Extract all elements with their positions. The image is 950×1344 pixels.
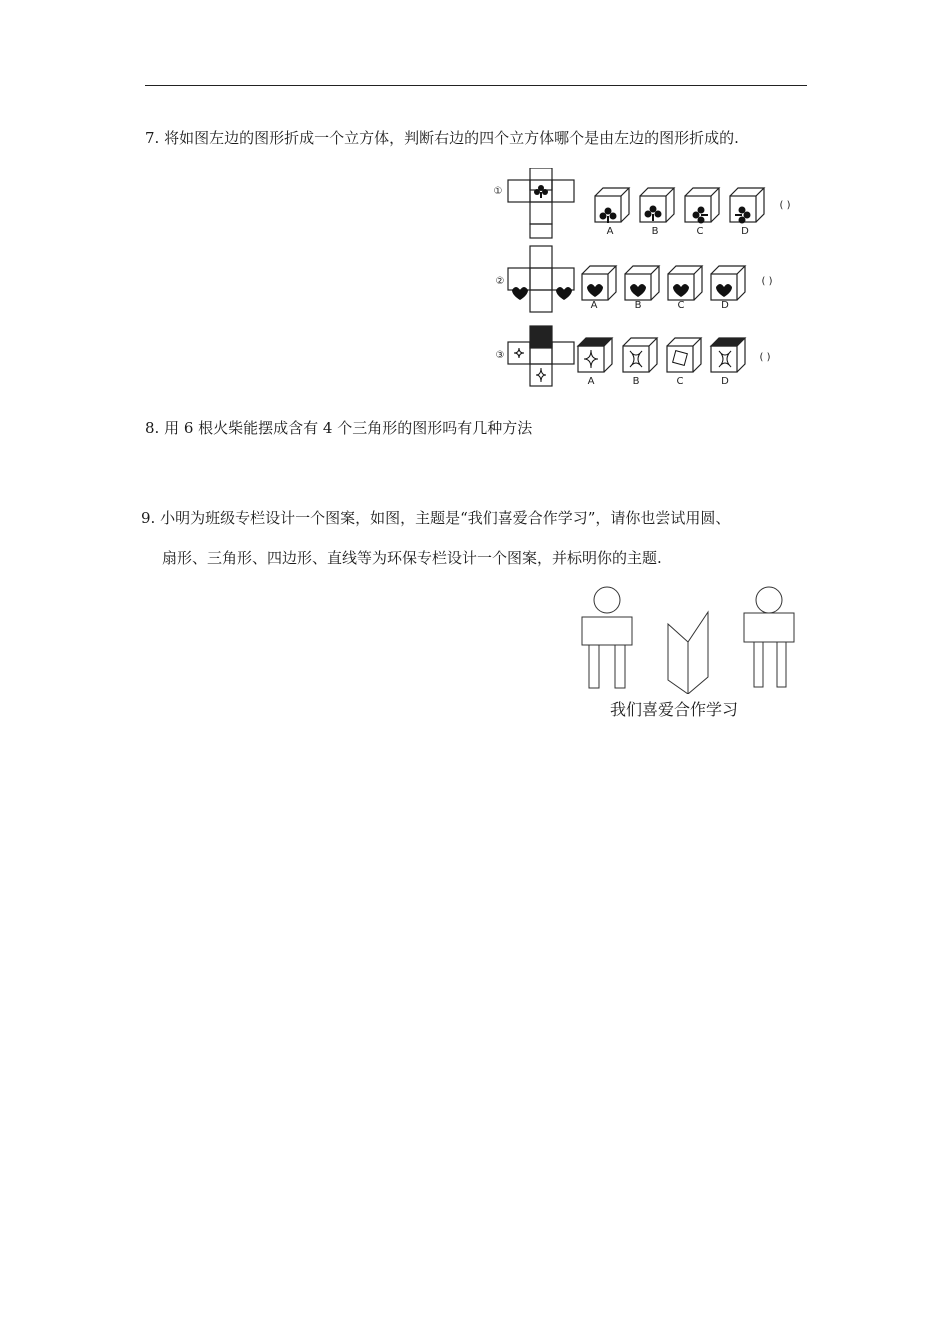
cubes-row-3 bbox=[578, 338, 745, 372]
net-2 bbox=[508, 246, 574, 312]
club-icon bbox=[735, 207, 751, 224]
option-label: D bbox=[721, 376, 729, 387]
row-marker-1: ① bbox=[493, 186, 503, 197]
option-label: C bbox=[696, 226, 704, 237]
option-label: A bbox=[606, 226, 614, 237]
option-label: C bbox=[677, 300, 685, 311]
star-icon bbox=[719, 351, 731, 367]
answer-paren: ( ) bbox=[761, 276, 773, 287]
option-label: B bbox=[632, 376, 640, 387]
question-9-line-1: 9. 小明为班级专栏设计一个图案，如图，主题是“我们喜爱合作学习”，请你也尝试用圆、 bbox=[141, 509, 731, 527]
heart-icon bbox=[716, 284, 732, 297]
answer-paren: ( ) bbox=[759, 352, 771, 363]
net-3 bbox=[508, 326, 574, 386]
star-icon bbox=[673, 351, 688, 366]
option-label: D bbox=[721, 300, 729, 311]
cubes-row-2 bbox=[582, 266, 745, 300]
star-icon bbox=[536, 368, 546, 382]
heart-icon bbox=[630, 284, 646, 297]
option-label: B bbox=[651, 226, 659, 237]
option-label: C bbox=[676, 376, 684, 387]
row-marker-2: ② bbox=[495, 276, 505, 287]
option-label: A bbox=[587, 376, 595, 387]
header-rule bbox=[145, 85, 807, 86]
heart-icon bbox=[673, 284, 689, 297]
star-icon bbox=[630, 351, 642, 367]
cooperation-theme-figure bbox=[575, 582, 805, 694]
cube-folding-figure bbox=[490, 168, 810, 400]
heart-icon bbox=[556, 287, 572, 300]
question-8: 8. 用 6 根火柴能摆成含有 4 个三角形的图形吗有几种方法 bbox=[145, 419, 533, 437]
theme-caption: 我们喜爱合作学习 bbox=[610, 700, 739, 719]
club-icon bbox=[693, 207, 709, 224]
heart-icon bbox=[587, 284, 603, 297]
question-7: 7. 将如图左边的图形折成一个立方体，判断右边的四个立方体哪个是由左边的图形折成的. bbox=[145, 129, 739, 147]
heart-icon bbox=[512, 287, 528, 300]
net-1 bbox=[508, 168, 574, 238]
star-icon bbox=[584, 350, 598, 368]
row-marker-3: ③ bbox=[495, 350, 505, 361]
star-icon bbox=[514, 348, 524, 358]
left-figure bbox=[582, 587, 632, 688]
option-label: A bbox=[590, 300, 598, 311]
club-icon bbox=[645, 206, 662, 222]
cubes-row-1 bbox=[595, 188, 764, 222]
club-icon bbox=[600, 208, 617, 224]
right-figure bbox=[744, 587, 794, 687]
option-label: D bbox=[741, 226, 749, 237]
question-9-line-2: 扇形、三角形、四边形、直线等为环保专栏设计一个图案，并标明你的主题. bbox=[162, 549, 662, 567]
answer-paren: ( ) bbox=[779, 200, 791, 211]
club-icon bbox=[534, 185, 548, 198]
book-figure bbox=[668, 612, 708, 694]
option-label: B bbox=[634, 300, 642, 311]
